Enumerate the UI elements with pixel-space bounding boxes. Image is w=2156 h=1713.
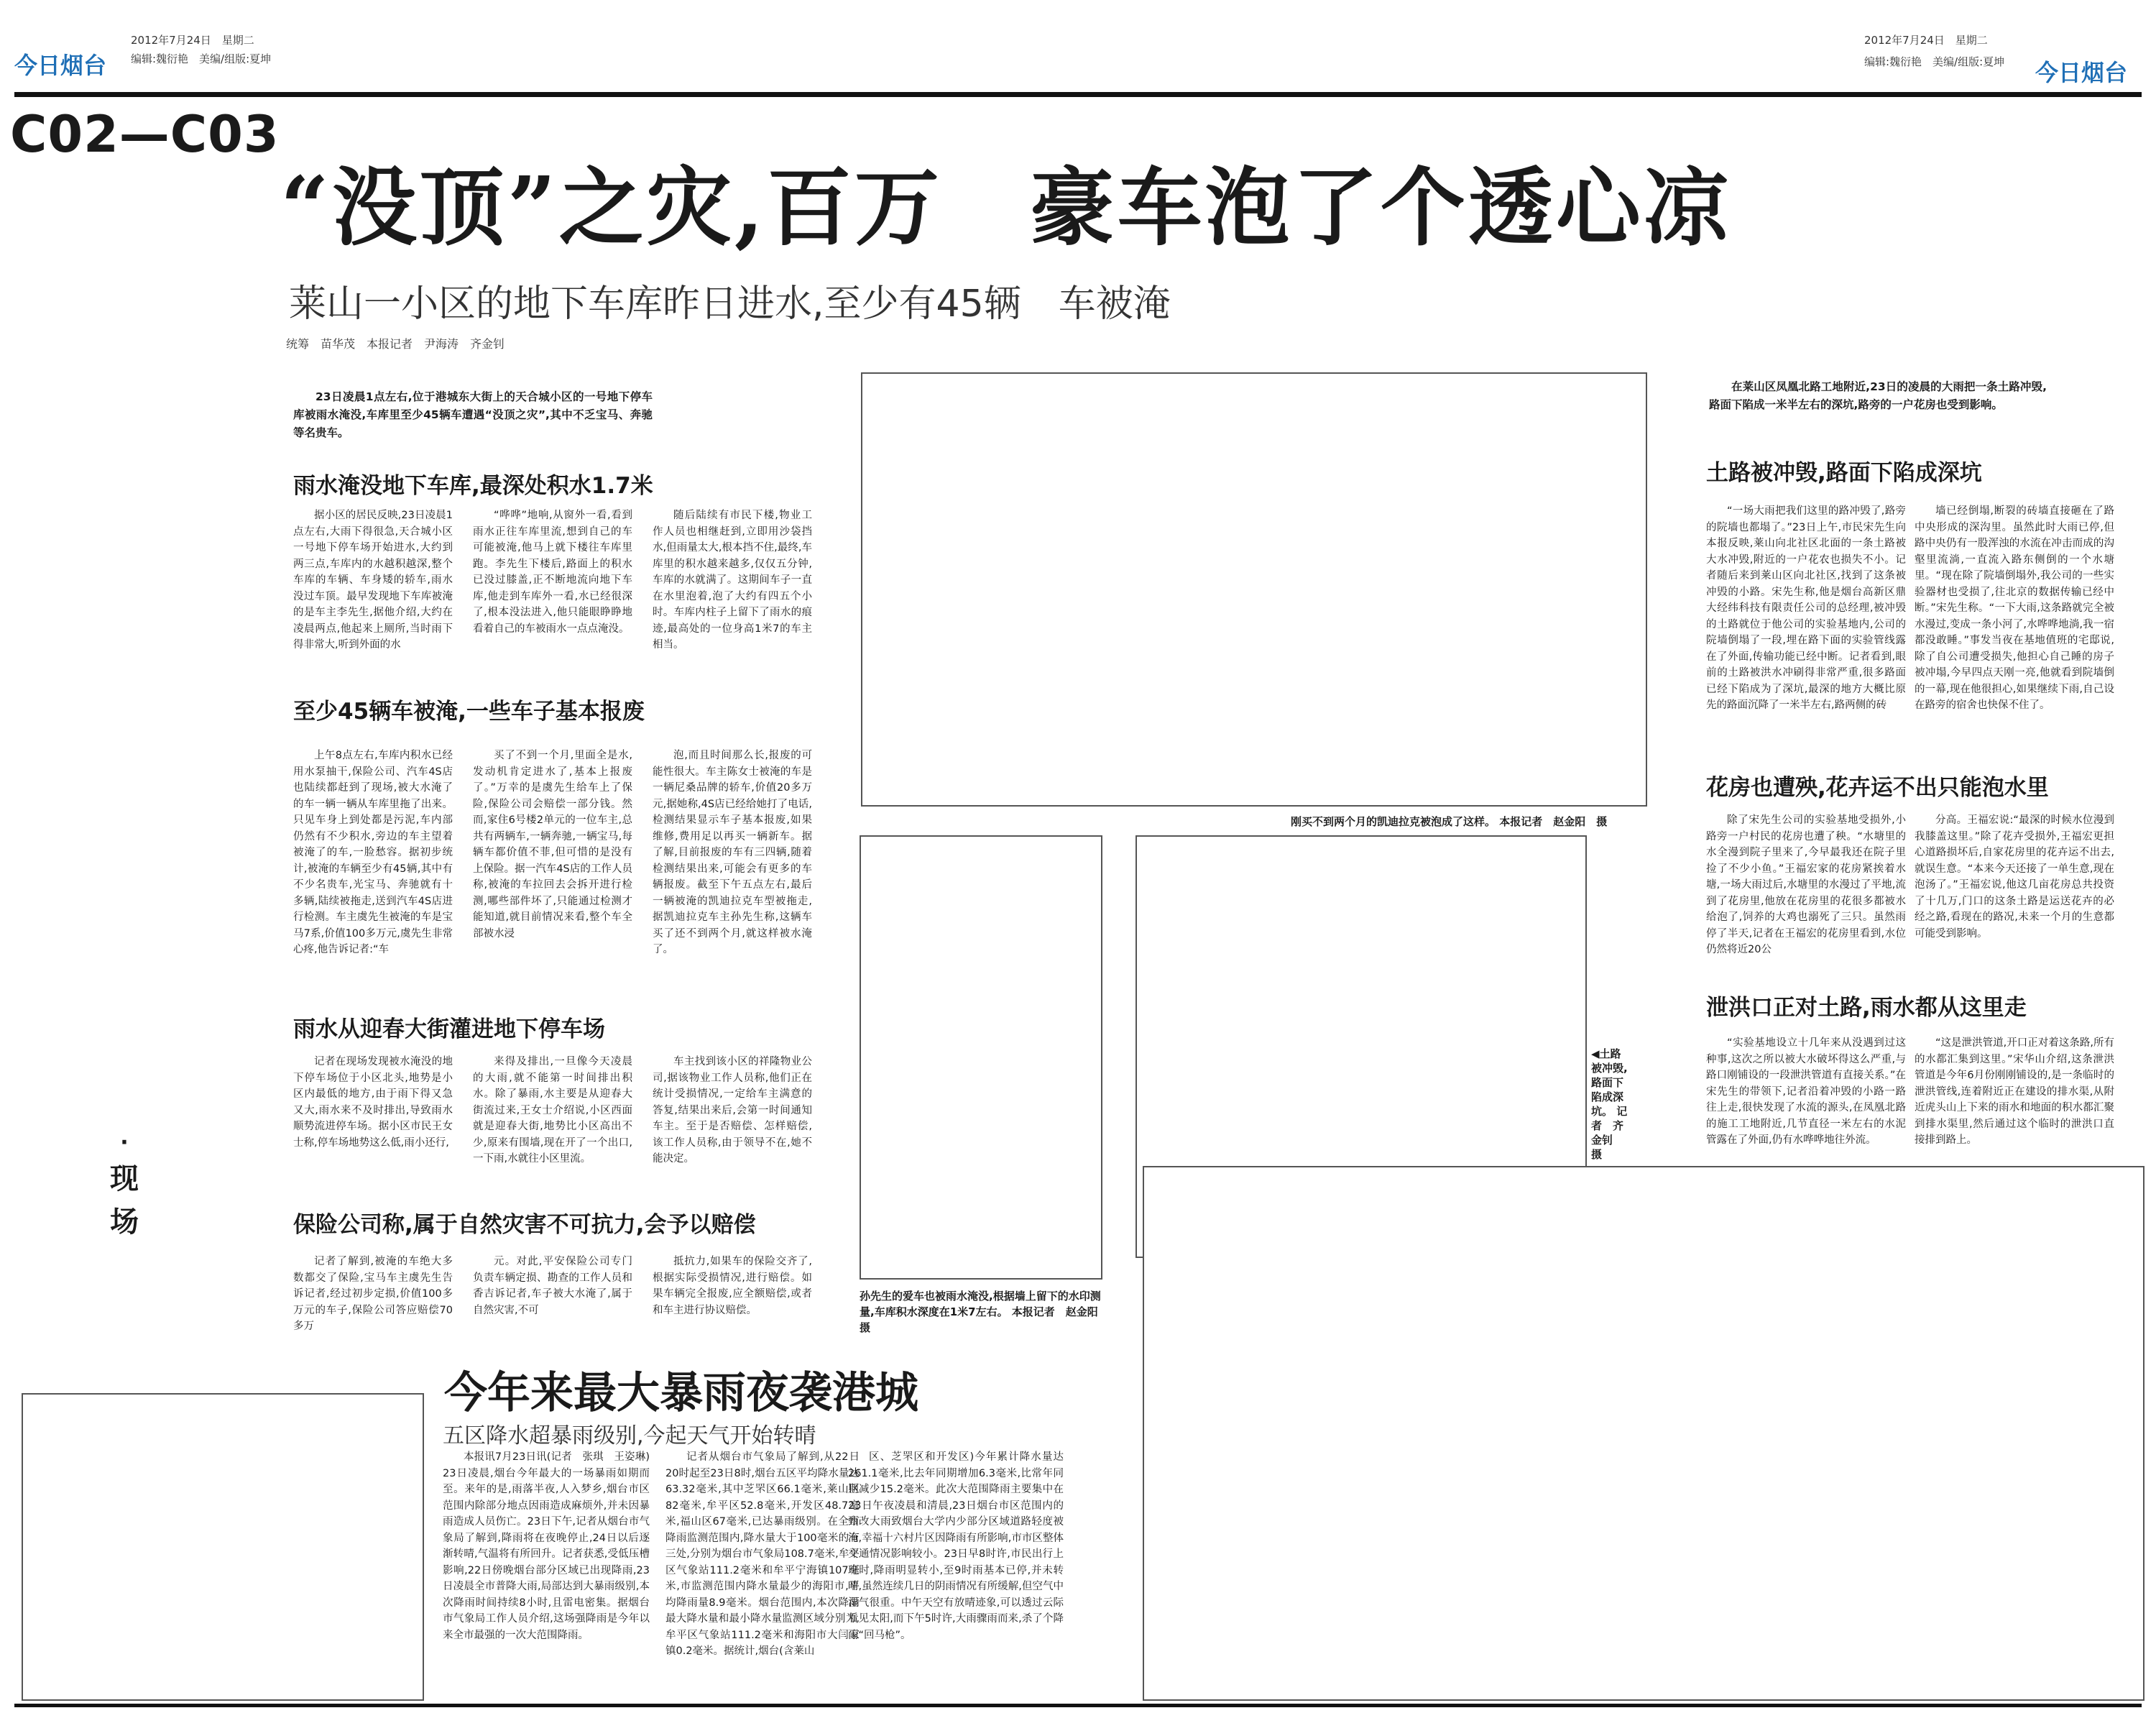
subhead-2: 至少45辆车被淹,一些车子基本报废 bbox=[293, 699, 645, 725]
section-label bbox=[106, 1129, 142, 1244]
section-label-dot: · bbox=[120, 1130, 129, 1155]
byline: 统筹 苗华茂 本报记者 尹海涛 齐金钊 bbox=[286, 337, 505, 351]
page-range: C02—C03 bbox=[10, 105, 280, 164]
photo-garage-caption: 孙先生的爱车也被雨水淹没,根据墙上留下的水印测量,车库积水深度在1米7左右。 本报记者 赵金阳 摄 bbox=[860, 1290, 1109, 1334]
bottom-headline: 今年来最大暴雨夜袭港城 bbox=[444, 1368, 918, 1418]
bottom-col-1: 本报讯7月23日讯(记者 张琪 王姿琳) 23日凌晨,烟台今年最大的一场暴雨如期而至。来年的是,雨落半夜,人入梦乡,烟台市区范围内除部分地点因雨造成麻烦外,并未因暴雨造成人员伤亡。23日下午,记者从烟台市气象局了解到,降雨将在夜晚停止,24日以后逐渐转晴,气温将有所回升。记者获悉,受低压槽影响,22日傍晚烟台部分区域已出现降雨,23日凌晨全市普降大雨,局部达到大暴雨级别,本次降雨时间持续8小时,且雷电密集。据烟台市气象局工作人员介绍,这场强降雨是今年以来全市最强的一次大范围降雨。 bbox=[443, 1451, 660, 1641]
photo-large-bottom-right bbox=[1143, 1166, 2145, 1701]
photo-cadillac-caption: 刚买不到两个月的凯迪拉克被泡成了这样。 本报记者 赵金阳 摄 bbox=[1291, 815, 1608, 828]
section-label-char: 场 bbox=[110, 1205, 139, 1239]
right-r2-col-2: 分高。王福宏说:“最深的时候水位漫到我膝盖这里。”除了花卉受损外,王福宏更担心道路损坏后,自家花房里的花卉运不出去,就误生意。“本来今天还接了一单生意,现在泡汤了。”王福宏说,他这几亩花房总共投资了十几万,门口的这条土路是运送花卉的必经之路,看现在的路况,未来一个月的生意都可能受到影响。 bbox=[1915, 814, 2114, 940]
subhead-4: 保险公司称,属于自然灾害不可抗力,会予以赔偿 bbox=[293, 1212, 756, 1238]
lead-paragraph: 23日凌晨1点左右,位于港城东大街上的天合城小区的一号地下停车库被雨水淹没,车库里至少45辆车遭遇“没顶之灾”,其中不乏宝马、奔驰等名贵车。 bbox=[293, 390, 653, 439]
right-subhead-1: 土路被冲毁,路面下陷成深坑 bbox=[1706, 460, 1982, 486]
subhead-1: 雨水淹没地下车库,最深处积水1.7米 bbox=[293, 473, 653, 499]
bottom-deck: 五区降水超暴雨级别,今起天气开始转晴 bbox=[443, 1423, 816, 1448]
paper-name-right: 今日烟台 bbox=[2035, 59, 2128, 86]
right-subhead-3: 泄洪口正对土路,雨水都从这里走 bbox=[1706, 995, 2027, 1021]
issue-date-right: 2012年7月24日 星期二 bbox=[1864, 34, 1988, 47]
s4-col-3: 抵抗力,如果车的保险交齐了,根据实际受损情况,进行赔偿。如果车辆完全报废,应全额赔偿,或者和车主进行协议赔偿。 bbox=[653, 1256, 812, 1316]
right-lead: 在莱山区凤凰北路工地附近,23日的凌晨的大雨把一条土路冲毁,路面下陷成一米半左右的深坑,路旁的一户花房也受到影响。 bbox=[1709, 380, 2047, 411]
right-subhead-2: 花房也遭殃,花卉运不出只能泡水里 bbox=[1706, 775, 2049, 801]
right-r3-col-2: “这是泄洪管道,开口正对着这条路,所有的水都汇集到这里。”宋华山介绍,这条泄洪管道是今年6月份刚刚铺设的,是一条临时的泄洪管线,连着附近正在建设的排水渠,从附近虎头山上下来的雨水和地面的积水都汇聚到排水渠里,然后通过这个临时的泄洪口直接排到路上。 bbox=[1915, 1037, 2114, 1146]
photo-road-caption: ◀土路被冲毁,路面下陷成深坑。 记者 齐金钊 摄 bbox=[1591, 1047, 1628, 1161]
main-headline: “没顶”之灾,百万 豪车泡了个透心凉 bbox=[280, 157, 1731, 257]
paper-name-left: 今日烟台 bbox=[14, 52, 107, 79]
s2-col-3: 泡,而且时间那么长,报废的可能性很大。车主陈女士被淹的车是一辆尼桑品牌的轿车,价值20多万元,据她称,4S店已经给她打了电话,检测结果显示车子基本报废,如果维修,费用足以再买一辆新车。据了解,目前报废的车有三四辆,随着检测结果出来,可能会有更多的车辆报废。截至下午五点左右,最后一辆被淹的凯迪拉克车型被拖走,据凯迪拉克车主孙先生称,这辆车买了还不到两个月,就这样被水淹了。 bbox=[653, 750, 812, 955]
photo-garage-watermark bbox=[860, 835, 1102, 1280]
bottom-col-2: 记者从烟台市气象局了解到,从22日20时起至23日8时,烟台五区平均降水量达63.32毫米,其中芝罘区66.1毫米,莱山区82毫米,牟平区52.8毫米,开发区48.7毫米,福山区67毫米,已达暴雨级别。在全市降雨监测范围内,降水量大于100毫米的有三处,分别为烟台市气象局108.7毫米,牟平区气象站111.2毫米和牟平宁海镇107毫米,市监测范围内降水量最少的海阳市,平均降雨量8.9毫米。烟台范围内,本次降雨最大降水量和最小降水量监测区域分别为,牟平区气象站111.2毫米和海阳市大闫家镇0.2毫米。据统计,烟台(含莱山 bbox=[665, 1451, 860, 1657]
s2-col-1: 上午8点左右,车库内积水已经用水泵抽干,保险公司、汽车4S店也陆续都赶到了现场,被大水淹了的车一辆一辆从车库里拖了出来。只见车身上到处都是污泥,车内部仍然有不少积水,旁边的车主望着被淹了的车,一脸愁容。据初步统计,被淹的车辆至少有45辆,其中有不少名贵车,光宝马、奔驰就有十多辆,陆续被拖走,送到汽车4S店进行检测。车主虞先生被淹的车是宝马7系,价值100多万元,虞先生非常心疼,他告诉记者:“车 bbox=[293, 750, 453, 955]
section-label-char: 现 bbox=[110, 1162, 139, 1195]
main-deck: 莱山一小区的地下车库昨日进水,至少有45辆 车被淹 bbox=[289, 283, 1171, 326]
s3-col-1: 记者在现场发现被水淹没的地下停车场位于小区北头,地势是小区内最低的地方,由于雨下得又急又大,雨水来不及时排出,导致雨水顺势流进停车场。据小区市民王女士称,停车场地势这么低,雨小还行, bbox=[293, 1056, 453, 1149]
right-r1-col-1: “一场大雨把我们这里的路冲毁了,路旁的院墙也都塌了。”23日上午,市民宋先生向本报反映,莱山向北社区北面的一条土路被大水冲毁,附近的一户花农也损失不小。记者随后来到莱山区向北社区,找到了这条被冲毁的小路。宋先生称,他是烟台高新区鼎大经纬科技有限责任公司的总经理,被冲毁的土路就位于他公司的实验基地内,公司的院墙倒塌了一段,埋在路下面的实验管线露在了外面,传输功能已经中断。记者看到,眼前的土路被洪水冲刷得非常严重,很多路面已经下陷成为了深坑,最深的地方大概比原先的路面沉降了一米半左右,路两侧的砖 bbox=[1706, 505, 1906, 711]
subhead-3: 雨水从迎春大街灌进地下停车场 bbox=[293, 1016, 605, 1042]
s4-col-1: 记者了解到,被淹的车绝大多数都交了保险,宝马车主虞先生告诉记者,经过初步定损,价值100多万元的车子,保险公司答应赔偿70多万 bbox=[293, 1256, 453, 1332]
s3-col-2: 来得及排出,一旦像今天凌晨的大雨,就不能第一时间排出积水。除了暴雨,水主要是从迎春大街流过来,王女士介绍说,小区西面就是迎春大街,地势比小区高出不少,原来有围墙,现在开了一个出口,一下雨,水就往小区里流。 bbox=[473, 1056, 632, 1165]
s2-col-2: 买了不到一个月,里面全是水,发动机肯定进水了,基本上报废了。”万幸的是虞先生给车上了保险,保险公司会赔偿一部分钱。然而,家住6号楼2单元的一位车主,总共有两辆车,一辆奔驰,一辆宝马,每辆车都价值不菲,但可惜的是没有上保险。据一汽车4S店的工作人员称,被淹的车拉回去会拆开进行检测,哪些部件坏了,只能通过检测才能知道,就目前情况来看,整个车全部被水浸 bbox=[473, 750, 632, 940]
s3-col-3: 车主找到该小区的祥隆物业公司,据该物业工作人员称,他们正在统计受损情况,一定给车主满意的答复,结果出来后,会第一时间通知车主。至于是否赔偿、怎样赔偿,该工作人员称,由于领导不在,她不能决定。 bbox=[653, 1056, 812, 1165]
top-rule bbox=[14, 92, 2142, 97]
s1-col-2: “哗哗”地响,从窗外一看,看到雨水正往车库里流,想到自己的车可能被淹,他马上就下楼往车库里跑。李先生下楼后,路面上的积水已没过膝盖,正不断地流向地下车库,他走到车库外一看,水已经很深了,根本没法进入,他只能眼睁睁地看着自己的车被雨水一点点淹没。 bbox=[473, 510, 632, 635]
right-r1-col-2: 墙已经倒塌,断裂的砖墙直接砸在了路中央形成的深沟里。虽然此时大雨已停,但路中央仍有一股浑浊的水流在冲击而成的沟壑里流淌,一直流入路东侧倒的一个水塘里。“现在除了院墙倒塌外,我公司的一些实验器材也受损了,往北京的数据传输已经中断。”宋先生称。“一下大雨,这条路就完全被水漫过,变成一条小河了,水哗哗地淌,我一宿都没敢睡。”事发当夜在基地值班的宅邸说,除了自公司遭受损失,他担心自己睡的房子被冲塌,今早四点天刚一亮,他就看到院墙倒的一幕,现在他很担心,如果继续下雨,自己设在路旁的宿舍也快保不住了。 bbox=[1915, 505, 2114, 711]
s1-col-1: 据小区的居民反映,23日凌晨1点左右,大雨下得很急,天合城小区一号地下停车场开始进水,大约到两三点,车库内的水越积越深,整个车库的车辆、车身矮的轿车,雨水没过车顶。最早发现地下车库被淹的是车主李先生,据他介绍,大约在凌晨两点,他起来上厕所,当时雨下得非常大,听到外面的水 bbox=[293, 510, 453, 651]
right-r2-col-1: 除了宋先生公司的实验基地受损外,小路旁一户村民的花房也遭了秧。“水塘里的水全漫到院子里来了,今早最我还在院子里捡了不少小鱼。”王福宏家的花房紧挨着水塘,一场大雨过后,水塘里的水漫过了平地,流到了花房里,他放在花房里的花很多都被水给泡了,饲养的大鸡也溺死了三只。虽然雨停了半天,记者在王福宏的花房里看到,水位仍然将近20公 bbox=[1706, 814, 1906, 955]
right-r3-col-1: “实验基地设立十几年来从没遇到过这种事,这次之所以被大水破坏得这么严重,与路口刚铺设的一段泄洪管道有直接关系。”在宋先生的带领下,记者沿着冲毁的小路一路往上走,很快发现了水流的源头,在凤凰北路的施工工地附近,几节直径一米左右的水泥管露在了外面,仍有水哗哗地往外流。 bbox=[1706, 1037, 1906, 1146]
photo-cadillac bbox=[861, 372, 1647, 807]
editors-right: 编辑:魏衍艳 美编/组版:夏坤 bbox=[1864, 55, 2005, 68]
editors-left: 编辑:魏衍艳 美编/组版:夏坤 bbox=[131, 52, 272, 65]
issue-date-left: 2012年7月24日 星期二 bbox=[131, 34, 254, 47]
bottom-rule bbox=[14, 1704, 2142, 1707]
photo-bottom-left bbox=[22, 1393, 424, 1701]
bottom-col-3: 区、芝罘区和开发区)今年累计降水量达261.1毫米,比去年同期增加6.3毫米,比常年同期减少15.2毫米。此次大范围降雨主要集中在23日午夜凌晨和清晨,23日烟台市区范围内的甄改大雨致烟台大学内少部分区域道路轻度被淹,幸福十六村片区因降雨有所影响,市市区整体交通情况影响较小。23日早8时许,市民出行上班时,降雨明显转小,至9时雨基本已停,并未转晴,虽然连续几日的阴雨情况有所缓解,但空气中湿气很重。中午天空有放晴迹象,可以透过云际看见太阳,而下午5时许,大雨骤雨而来,杀了个降雨“回马枪”。 bbox=[848, 1451, 1064, 1641]
s4-col-2: 元。对此,平安保险公司专门负责车辆定损、勘查的工作人员和香吉诉记者,车子被大水淹了,属于自然灾害,不可 bbox=[473, 1256, 632, 1316]
s1-col-3: 随后陆续有市民下楼,物业工作人员也相继赶到,立即用沙袋挡水,但雨量太大,根本挡不住,最终,车库里的积水越来越多,仅仅五分钟,车库的水就满了。这期间车子一直在水里泡着,泡了大约有四五个小时。车库内柱子上留下了雨水的痕迹,最高处的一位身高1米7的车主相当。 bbox=[653, 510, 812, 651]
